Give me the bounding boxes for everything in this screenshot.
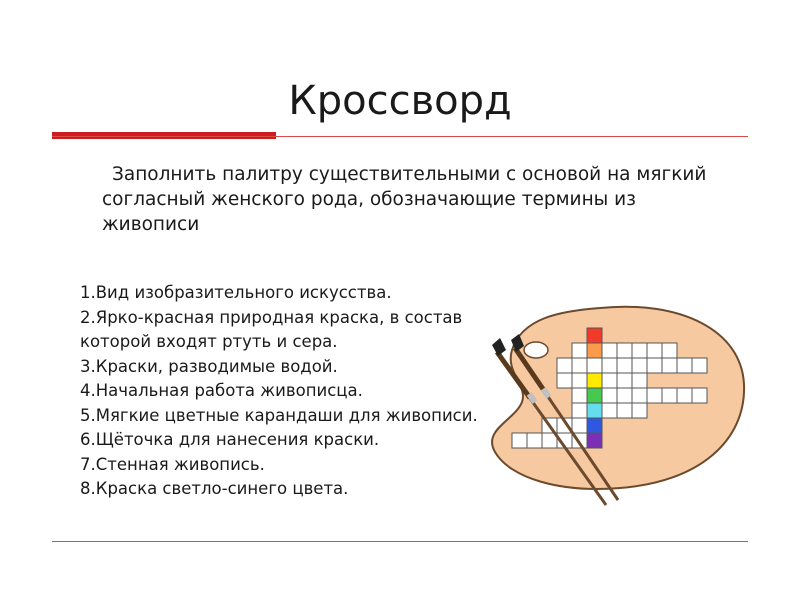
palette-crossword-illustration [480, 290, 780, 530]
keyword-column [587, 328, 602, 448]
clue-item-6: 6.Щёточка для нанесения краски. [80, 430, 380, 449]
clue-item-5: 5.Мягкие цветные карандаши для живописи. [80, 405, 478, 425]
clue-list [80, 281, 480, 502]
clue-item-4: 4.Начальная работа живописца. [80, 381, 363, 400]
clue-item-2: 2.Ярко-красная природная краска, в состав которой входят ртуть и сера. [80, 307, 463, 351]
slide-title: Кроссворд [288, 78, 512, 124]
footer-rule [52, 541, 748, 542]
clue-item-7: 7.Стенная живопись. [80, 454, 265, 474]
palette-thumb-hole [524, 342, 548, 358]
clue-item-3: 3.Краски, разводимые водой. [80, 356, 338, 376]
clue-item-1: 1.Вид изобразительного искусства. [80, 283, 392, 302]
title-underline [52, 136, 748, 137]
intro-text: Заполнить палитру существительными с основой на мягкий согласный женского рода, обозначающие термины из живописи [102, 164, 707, 235]
clue-item-8: 8.Краска светло-синего цвета. [80, 479, 349, 498]
